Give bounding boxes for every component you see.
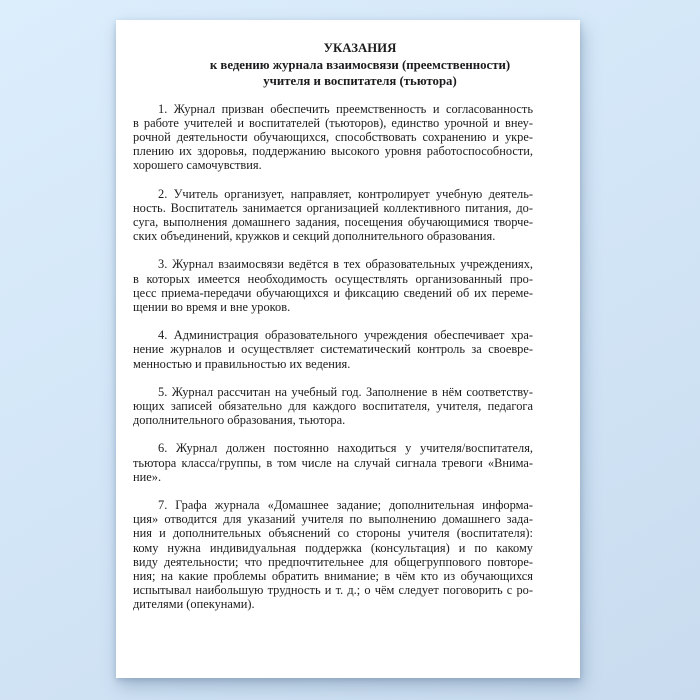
text-line: плению их здоровья, поддержанию высокого уровня работоспособности, [133,144,533,159]
text-line: 7. Графа журнала «Домашнее задание; дополнительная информа- [158,497,533,512]
text-line: дителями (опекунами). [133,597,255,612]
paragraph-5 [133,385,533,428]
text-line: ние». [133,469,162,484]
text-line: виду деятельности; что предпочтительнее для общегруппового повторе- [133,554,533,569]
text-line: 6. Журнал должен постоянно находиться у учителя/воспитателя, [158,441,533,456]
title-line-3: учителя и воспитателя (тьютора) [263,74,457,88]
text-line: 4. Администрация образовательного учреждения обеспечивает хра- [158,328,533,343]
text-line: менностью и правильностью их ведения. [133,356,351,371]
title-line-2: к ведению журнала взаимосвязи (преемственности) [209,57,511,72]
document-page [116,20,580,678]
paragraph-3 [133,257,533,314]
paragraph-4 [133,328,533,371]
paragraph-7 [133,498,533,612]
text-line: ция» отводится для указаний учителя по выполнению домашнего зада- [133,512,533,527]
text-line: дополнительного образования, тьютора. [133,413,346,428]
text-line: испытывал наибольшую трудность и т. д.; о чём следует поговорить с ро- [133,583,533,598]
text-line: тьютора класса/группы, в том числе на случай сигнала тревоги «Внима- [133,455,533,470]
text-line: хорошего самочувствия. [133,158,262,173]
paragraph-6 [133,441,533,484]
paragraph-2 [133,187,533,244]
text-line: щении во время и вне уроков. [133,299,291,314]
text-line: 2. Учитель организует, направляет, контролирует учебную деятель- [158,186,533,201]
text-line: 5. Журнал рассчитан на учебный год. Заполнение в нём соответству- [158,384,533,399]
text-line: 3. Журнал взаимосвязи ведётся в тех образовательных учреждениях, [158,257,533,272]
text-line: ющих записей обязательно для каждого воспитателя, учителя, педагога [133,398,533,413]
text-line: ских объединений, кружков и секций дополнительного образования. [133,229,496,244]
title-line-1: УКАЗАНИЯ [323,41,397,55]
text-line: в работе учителей и воспитателей (тьюторов), единство урочной и внеу- [133,115,533,130]
text-line: цесс приема-передачи обучающихся и фиксацию сведений об их переме- [133,285,533,300]
text-line: кому нужна индивидуальная поддержка (консультация) и по какому [133,540,533,555]
paragraphs-container [133,102,533,612]
text-line: 1. Журнал призван обеспечить преемственность и согласованность [158,101,533,116]
document-title [160,40,560,90]
text-line: в которых имеется необходимость осуществлять организованный про- [133,271,533,286]
text-line: ния и дополнительных объяснений со стороны учителя (воспитателя): [133,526,533,541]
text-line: суга, выполнения домашнего задания, посещения обучающимися творче- [133,214,533,229]
text-line: ность. Воспитатель занимается организацией коллективного питания, до- [133,200,533,215]
text-line: рочной деятельности обучающихся, способствовать сохранению и укре- [133,129,533,144]
paragraph-1 [133,102,533,173]
text-line: ния; на какие проблемы обратить внимание; в чём кто из обучающихся [133,568,533,583]
text-line: нение журналов и осуществляет систематический контроль за своевре- [133,342,533,357]
